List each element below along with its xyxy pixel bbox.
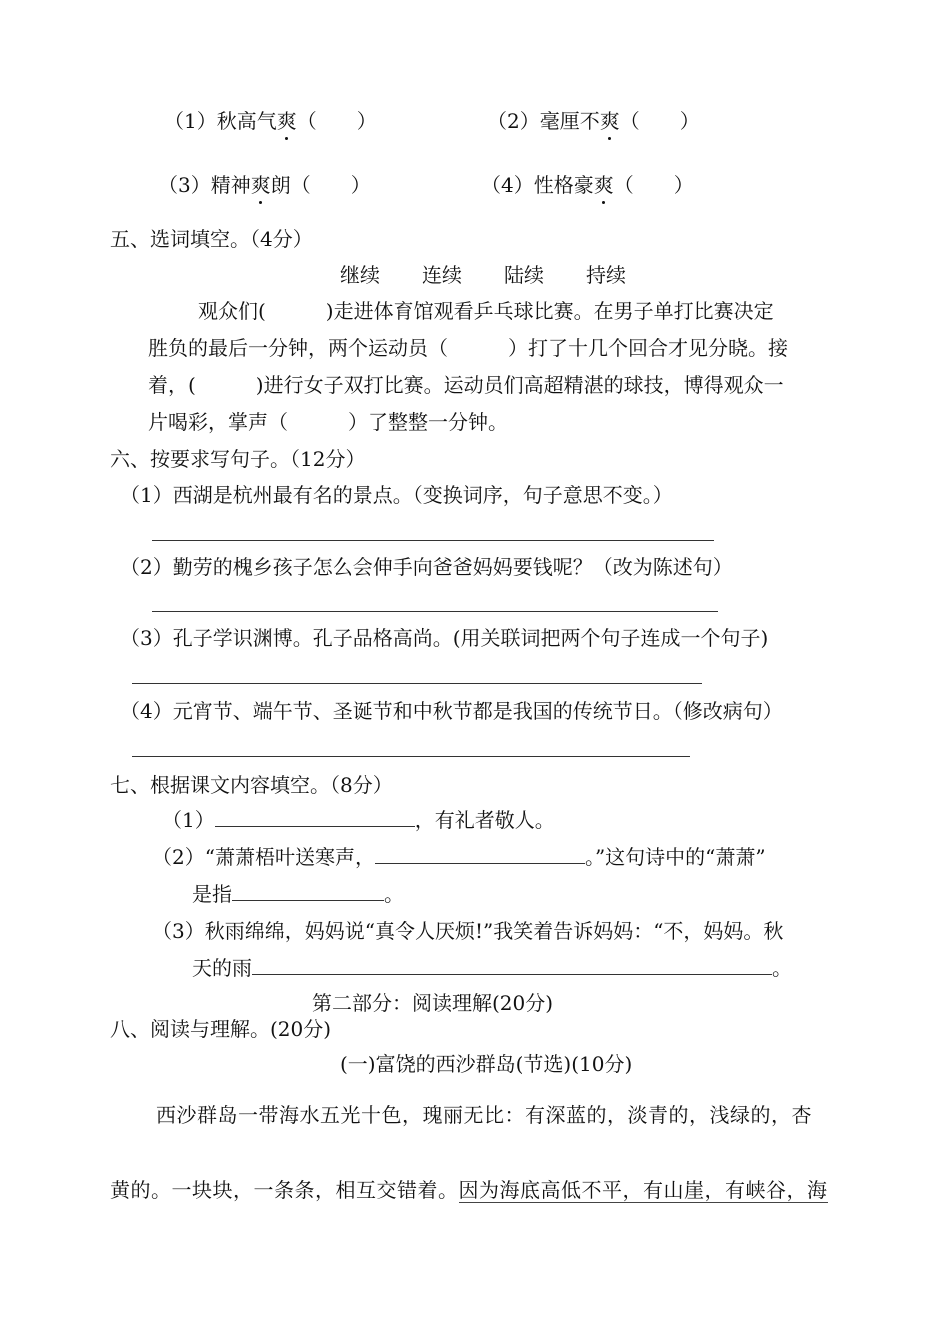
passage-title: (一)富饶的西沙群岛(节选)(10分) bbox=[340, 1052, 633, 1076]
emphasis-dot-char: 爽 bbox=[593, 173, 614, 197]
word-option: 继续 bbox=[340, 263, 380, 287]
answer-line bbox=[152, 611, 718, 612]
fill-blank bbox=[252, 956, 772, 975]
emphasis-dot-char: 爽 bbox=[599, 109, 620, 133]
answer-line bbox=[152, 540, 714, 541]
fill-blank bbox=[215, 808, 415, 827]
s7-item-1: （1） ，有礼者敬人。 bbox=[162, 808, 555, 832]
word-option: 持续 bbox=[586, 263, 626, 287]
s6-item-4: （4）元宵节、端午节、圣诞节和中秋节都是我国的传统节日。（修改病句） bbox=[120, 699, 783, 723]
q4-item-1: （1）秋高气爽（ ） bbox=[164, 109, 377, 133]
part-2-title: 第二部分：阅读理解(20分) bbox=[312, 991, 554, 1015]
s7-item-2: （2）“萧萧梧叶送寒声， 。”这句诗中的“萧萧” bbox=[152, 845, 766, 869]
answer-line bbox=[132, 756, 690, 757]
word-option: 陆续 bbox=[504, 263, 544, 287]
word-option: 连续 bbox=[422, 263, 462, 287]
s5-line-4: 片喝彩，掌声（ ）了整整一分钟。 bbox=[148, 410, 508, 434]
answer-line bbox=[132, 683, 702, 684]
q4-item-4: （4）性格豪爽（ ） bbox=[481, 173, 694, 197]
underlined-sentence: 因为海底高低不平，有山崖，有峡谷，海 bbox=[458, 1178, 828, 1202]
passage-para-1: 西沙群岛一带海水五光十色，瑰丽无比：有深蓝的，淡青的，浅绿的，杏 bbox=[156, 1103, 812, 1127]
s5-line-2: 胜负的最后一分钟，两个运动员（ ）打了十几个回合才见分晓。接 bbox=[148, 336, 788, 360]
word-bank bbox=[340, 263, 626, 287]
s5-line-3: 着，( )进行女子双打比赛。运动员们高超精湛的球技，博得观众一 bbox=[148, 373, 784, 397]
s6-item-1: （1）西湖是杭州最有名的景点。（变换词序，句子意思不变。） bbox=[120, 483, 673, 507]
s6-item-3: （3）孔子学识渊博。孔子品格高尚。(用关联词把两个句子连成一个句子) bbox=[120, 626, 769, 650]
fill-blank bbox=[375, 845, 585, 864]
section-6-heading: 六、按要求写句子。（12分） bbox=[110, 447, 366, 471]
emphasis-dot-char: 爽 bbox=[276, 109, 297, 133]
emphasis-dot-char: 爽 bbox=[250, 173, 271, 197]
section-8-heading: 八、阅读与理解。(20分) bbox=[110, 1017, 332, 1041]
q4-item-2: （2）毫厘不爽（ ） bbox=[487, 109, 700, 133]
fill-blank bbox=[232, 882, 384, 901]
s6-item-2: （2）勤劳的槐乡孩子怎么会伸手向爸爸妈妈要钱呢？（改为陈述句） bbox=[120, 555, 733, 579]
s7-item-2-cont: 是指 。 bbox=[192, 882, 404, 906]
s7-item-3: （3）秋雨绵绵，妈妈说“真令人厌烦!”我笑着告诉妈妈：“不，妈妈。秋 bbox=[152, 919, 784, 943]
section-5-heading: 五、选词填空。（4分） bbox=[110, 227, 313, 251]
passage-para-2: 黄的。一块块，一条条，相互交错着。因为海底高低不平，有山崖，有峡谷，海 bbox=[110, 1178, 828, 1202]
s7-item-3-cont: 天的雨 。 bbox=[192, 956, 792, 980]
q4-item-3: （3）精神爽朗（ ） bbox=[158, 173, 371, 197]
s5-line-1: 观众们( )走进体育馆观看乒乓球比赛。在男子单打比赛决定 bbox=[198, 299, 774, 323]
section-7-heading: 七、根据课文内容填空。（8分） bbox=[110, 773, 393, 797]
